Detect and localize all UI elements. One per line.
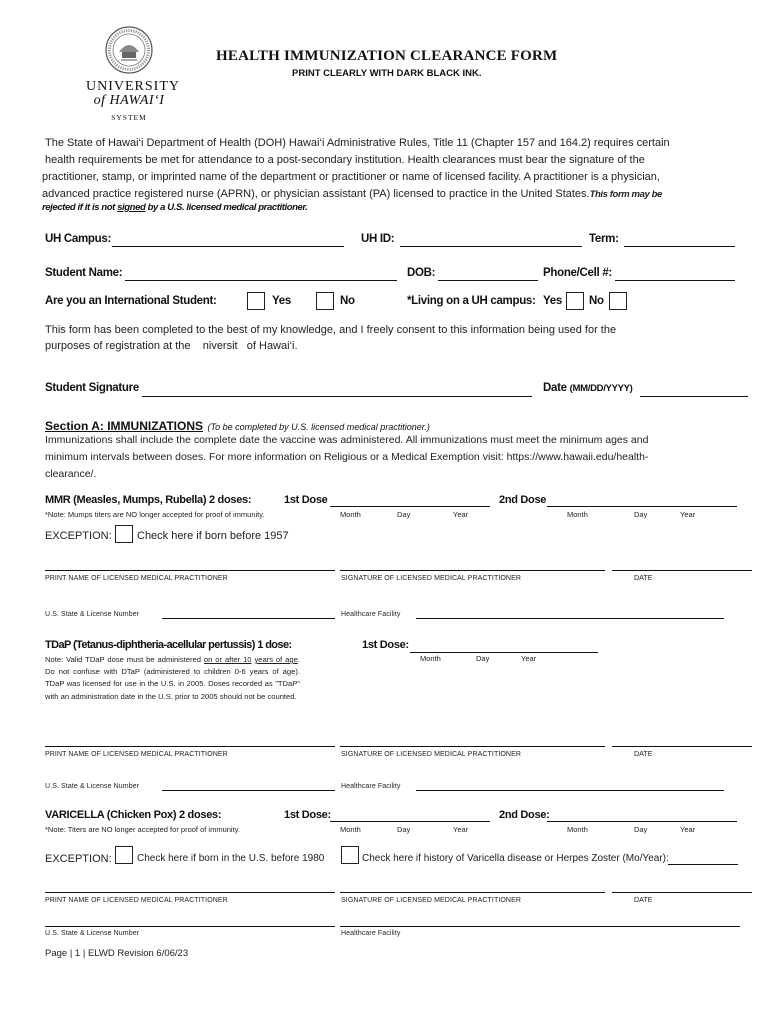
intro-warning-a: rejected if it is not xyxy=(42,202,118,213)
intro-warning-b: by a U.S. licensed medical practitioner. xyxy=(145,202,308,213)
university-seal xyxy=(105,26,153,74)
intro-line: The State of Hawai‘i Department of Health (DOH) Hawai‘i Administrative Rules, Title 11 (Chapter 157 and 164.2) requires certain xyxy=(45,137,670,149)
uh-id-field[interactable] xyxy=(400,246,582,247)
varicella-practitioner-date-label: DATE xyxy=(634,897,653,904)
intro-line: practitioner, stamp, or imprinted name of the department or practitioner or name of licensed facility. A practitioner is a physician, xyxy=(42,171,660,183)
date-text: Date xyxy=(543,382,567,394)
varicella-dose2-year: Year xyxy=(680,825,696,834)
intro-line: health requirements be met for attendance to a post-secondary institution. Health clearances must bear the signature of the xyxy=(45,154,645,166)
varicella-dose1-label: 1st Dose: xyxy=(284,809,331,821)
varicella-history-text: Check here if history of Varicella disease or Herpes Zoster (Mo/Year): xyxy=(362,853,669,864)
intro-warning: This form may be xyxy=(589,189,662,200)
student-name-field[interactable] xyxy=(125,280,397,281)
tdap-month: Month xyxy=(420,654,441,663)
varicella-title: VARICELLA (Chicken Pox) 2 doses: xyxy=(45,809,222,821)
consent-line: purposes of registration at the niversit of Hawai‘i. xyxy=(45,340,298,352)
varicella-exception-checkbox[interactable] xyxy=(115,846,133,864)
tdap-practitioner-date-label: DATE xyxy=(634,751,653,758)
mmr-note: *Note: Mumps titers are NO longer accepted for proof of immunity. xyxy=(45,510,265,519)
tdap-facility-label: Healthcare Facility xyxy=(341,783,401,790)
mmr-practitioner-name-label: PRINT NAME OF LICENSED MEDICAL PRACTITIONER xyxy=(45,575,228,582)
mmr-practitioner-date-field[interactable] xyxy=(612,570,752,571)
varicella-license-label: U.S. State & License Number xyxy=(45,930,140,937)
date-format: (MM/DD/YYYY) xyxy=(569,383,633,394)
dob-label: DOB: xyxy=(407,267,436,279)
section-a-desc: clearance/. xyxy=(45,468,97,480)
student-date-field[interactable] xyxy=(640,396,748,397)
intro-warning-signed: signed xyxy=(117,202,146,213)
tdap-title: TDaP (Tetanus-diphtheria-acellular pertussis) 1 dose: xyxy=(45,639,292,651)
tdap-facility-field[interactable] xyxy=(416,790,724,791)
varicella-dose1-day: Day xyxy=(397,825,411,834)
mmr-practitioner-signature-label: SIGNATURE OF LICENSED MEDICAL PRACTITIONER xyxy=(341,575,521,582)
international-label: Are you an International Student: xyxy=(45,295,217,307)
varicella-exception-label: EXCEPTION: xyxy=(45,853,112,865)
logo-of-hawaii: of HAWAI‘I xyxy=(93,93,165,108)
section-a-desc: Immunizations shall include the complete date the vaccine was administered. All immunizations must meet the minimum ages and xyxy=(45,434,649,446)
tdap-practitioner-signature-label: SIGNATURE OF LICENSED MEDICAL PRACTITIONER xyxy=(341,751,521,758)
mmr-license-label: U.S. State & License Number xyxy=(45,611,140,618)
student-name-label: Student Name: xyxy=(45,267,123,279)
tdap-note-u1: on or after 10 xyxy=(203,655,252,664)
varicella-practitioner-signature-field[interactable] xyxy=(340,892,605,893)
mmr-facility-label: Healthcare Facility xyxy=(341,611,401,618)
tdap-practitioner-name-label: PRINT NAME OF LICENSED MEDICAL PRACTITIONER xyxy=(45,751,228,758)
phone-label: Phone/Cell #: xyxy=(543,267,612,279)
international-yes-checkbox[interactable] xyxy=(247,292,265,310)
mmr-exception-checkbox[interactable] xyxy=(115,525,133,543)
varicella-dose2-label: 2nd Dose: xyxy=(499,809,550,821)
tdap-practitioner-date-field[interactable] xyxy=(612,746,752,747)
mmr-practitioner-date-label: DATE xyxy=(634,575,653,582)
term-label: Term: xyxy=(589,233,619,245)
living-no-label: No xyxy=(589,295,604,307)
mmr-dose2-month: Month xyxy=(567,510,588,519)
tdap-practitioner-name-field[interactable] xyxy=(45,746,335,747)
living-label: *Living on a UH campus: xyxy=(407,295,536,307)
intro-text: advanced practice registered nurse (APRN), or physician assistant (PA) licensed to practice in the United States. xyxy=(42,188,590,200)
varicella-dose2-day: Day xyxy=(634,825,648,834)
mmr-dose2-day: Day xyxy=(634,510,648,519)
section-a-desc: minimum intervals between doses. For more information on Religious or a Medical Exemption visit: https://www.hawaii.edu/health- xyxy=(45,451,649,463)
logo-system: SYSTEM xyxy=(111,113,147,122)
mmr-exception-text: Check here if born before 1957 xyxy=(137,530,289,542)
tdap-note-u2: years of age xyxy=(254,655,298,664)
page-footer: Page | 1 | ELWD Revision 6/06/23 xyxy=(45,948,189,959)
varicella-note: *Note: Titers are NO longer accepted for proof of immunity. xyxy=(45,825,240,834)
mmr-dose1-field[interactable] xyxy=(330,506,490,507)
varicella-exception-text: Check here if born in the U.S. before 1980 xyxy=(137,853,325,864)
varicella-history-field[interactable] xyxy=(668,864,738,865)
varicella-practitioner-signature-label: SIGNATURE OF LICENSED MEDICAL PRACTITIONER xyxy=(341,897,521,904)
mmr-dose1-day: Day xyxy=(397,510,411,519)
varicella-dose1-year: Year xyxy=(453,825,469,834)
mmr-dose1-label: 1st Dose xyxy=(284,494,328,506)
mmr-dose2-field[interactable] xyxy=(547,506,737,507)
mmr-license-field[interactable] xyxy=(162,618,335,619)
seal-icon xyxy=(105,26,153,74)
consent-line: This form has been completed to the best of my knowledge, and I freely consent to this information being used for the xyxy=(45,324,617,336)
tdap-note-a: Note: Valid TDaP dose must be administered xyxy=(45,655,204,664)
living-yes-label: Yes xyxy=(543,295,562,307)
tdap-note-b: . Do not confuse with DTaP (administered to children 0-6 years of age). TDaP was licensed for use in the U.S. in 2005. Doses recorded as "TDaP" with an administration date in the U.S. prior to 2005 should not be counted. xyxy=(45,655,300,701)
mmr-exception-label: EXCEPTION: xyxy=(45,530,112,542)
varicella-dose2-month: Month xyxy=(567,825,588,834)
mmr-dose2-year: Year xyxy=(680,510,696,519)
varicella-dose2-field[interactable] xyxy=(547,821,737,822)
term-field[interactable] xyxy=(624,246,735,247)
section-a-title: Section A: IMMUNIZATIONS xyxy=(45,419,203,433)
tdap-dose1-label: 1st Dose: xyxy=(362,639,409,651)
uh-campus-label: UH Campus: xyxy=(45,233,112,245)
uh-campus-field[interactable] xyxy=(112,246,344,247)
mmr-dose1-year: Year xyxy=(453,510,469,519)
international-yes-label: Yes xyxy=(272,295,291,307)
tdap-dose1-field[interactable] xyxy=(410,652,598,653)
varicella-practitioner-date-field[interactable] xyxy=(612,892,752,893)
varicella-facility-field[interactable] xyxy=(340,926,740,927)
form-title: HEALTH IMMUNIZATION CLEARANCE FORM xyxy=(216,48,558,64)
international-no-checkbox[interactable] xyxy=(316,292,334,310)
date-label xyxy=(543,382,633,394)
uh-id-label: UH ID: xyxy=(361,233,395,245)
student-signature-field[interactable] xyxy=(142,396,532,397)
mmr-dose1-month: Month xyxy=(340,510,361,519)
dob-field[interactable] xyxy=(438,280,538,281)
living-no-checkbox[interactable] xyxy=(609,292,627,310)
mmr-title: MMR (Measles, Mumps, Rubella) 2 doses: xyxy=(45,494,252,506)
tdap-license-field[interactable] xyxy=(162,790,335,791)
form-subtitle: PRINT CLEARLY WITH DARK BLACK INK. xyxy=(292,68,482,79)
mmr-practitioner-signature-field[interactable] xyxy=(340,570,605,571)
international-no-label: No xyxy=(340,295,355,307)
intro-line xyxy=(42,186,662,203)
varicella-practitioner-name-field[interactable] xyxy=(45,892,335,893)
student-signature-label: Student Signature xyxy=(45,382,139,394)
varicella-facility-label: Healthcare Facility xyxy=(341,930,401,937)
phone-field[interactable] xyxy=(615,280,735,281)
tdap-year: Year xyxy=(521,654,537,663)
logo-university: UNIVERSITY xyxy=(86,79,180,94)
tdap-license-label: U.S. State & License Number xyxy=(45,783,140,790)
mmr-practitioner-name-field[interactable] xyxy=(45,570,335,571)
mmr-dose2-label: 2nd Dose xyxy=(499,494,547,506)
varicella-history-checkbox[interactable] xyxy=(341,846,359,864)
living-yes-checkbox[interactable] xyxy=(566,292,584,310)
tdap-note xyxy=(45,654,300,703)
tdap-practitioner-signature-field[interactable] xyxy=(340,746,605,747)
section-a-subtitle: (To be completed by U.S. licensed medical practitioner.) xyxy=(207,422,430,432)
varicella-license-field[interactable] xyxy=(45,926,335,927)
tdap-day: Day xyxy=(476,654,490,663)
varicella-practitioner-name-label: PRINT NAME OF LICENSED MEDICAL PRACTITIONER xyxy=(45,897,228,904)
mmr-facility-field[interactable] xyxy=(416,618,724,619)
varicella-dose1-month: Month xyxy=(340,825,361,834)
varicella-dose1-field[interactable] xyxy=(330,821,490,822)
intro-warning-line xyxy=(42,202,307,213)
